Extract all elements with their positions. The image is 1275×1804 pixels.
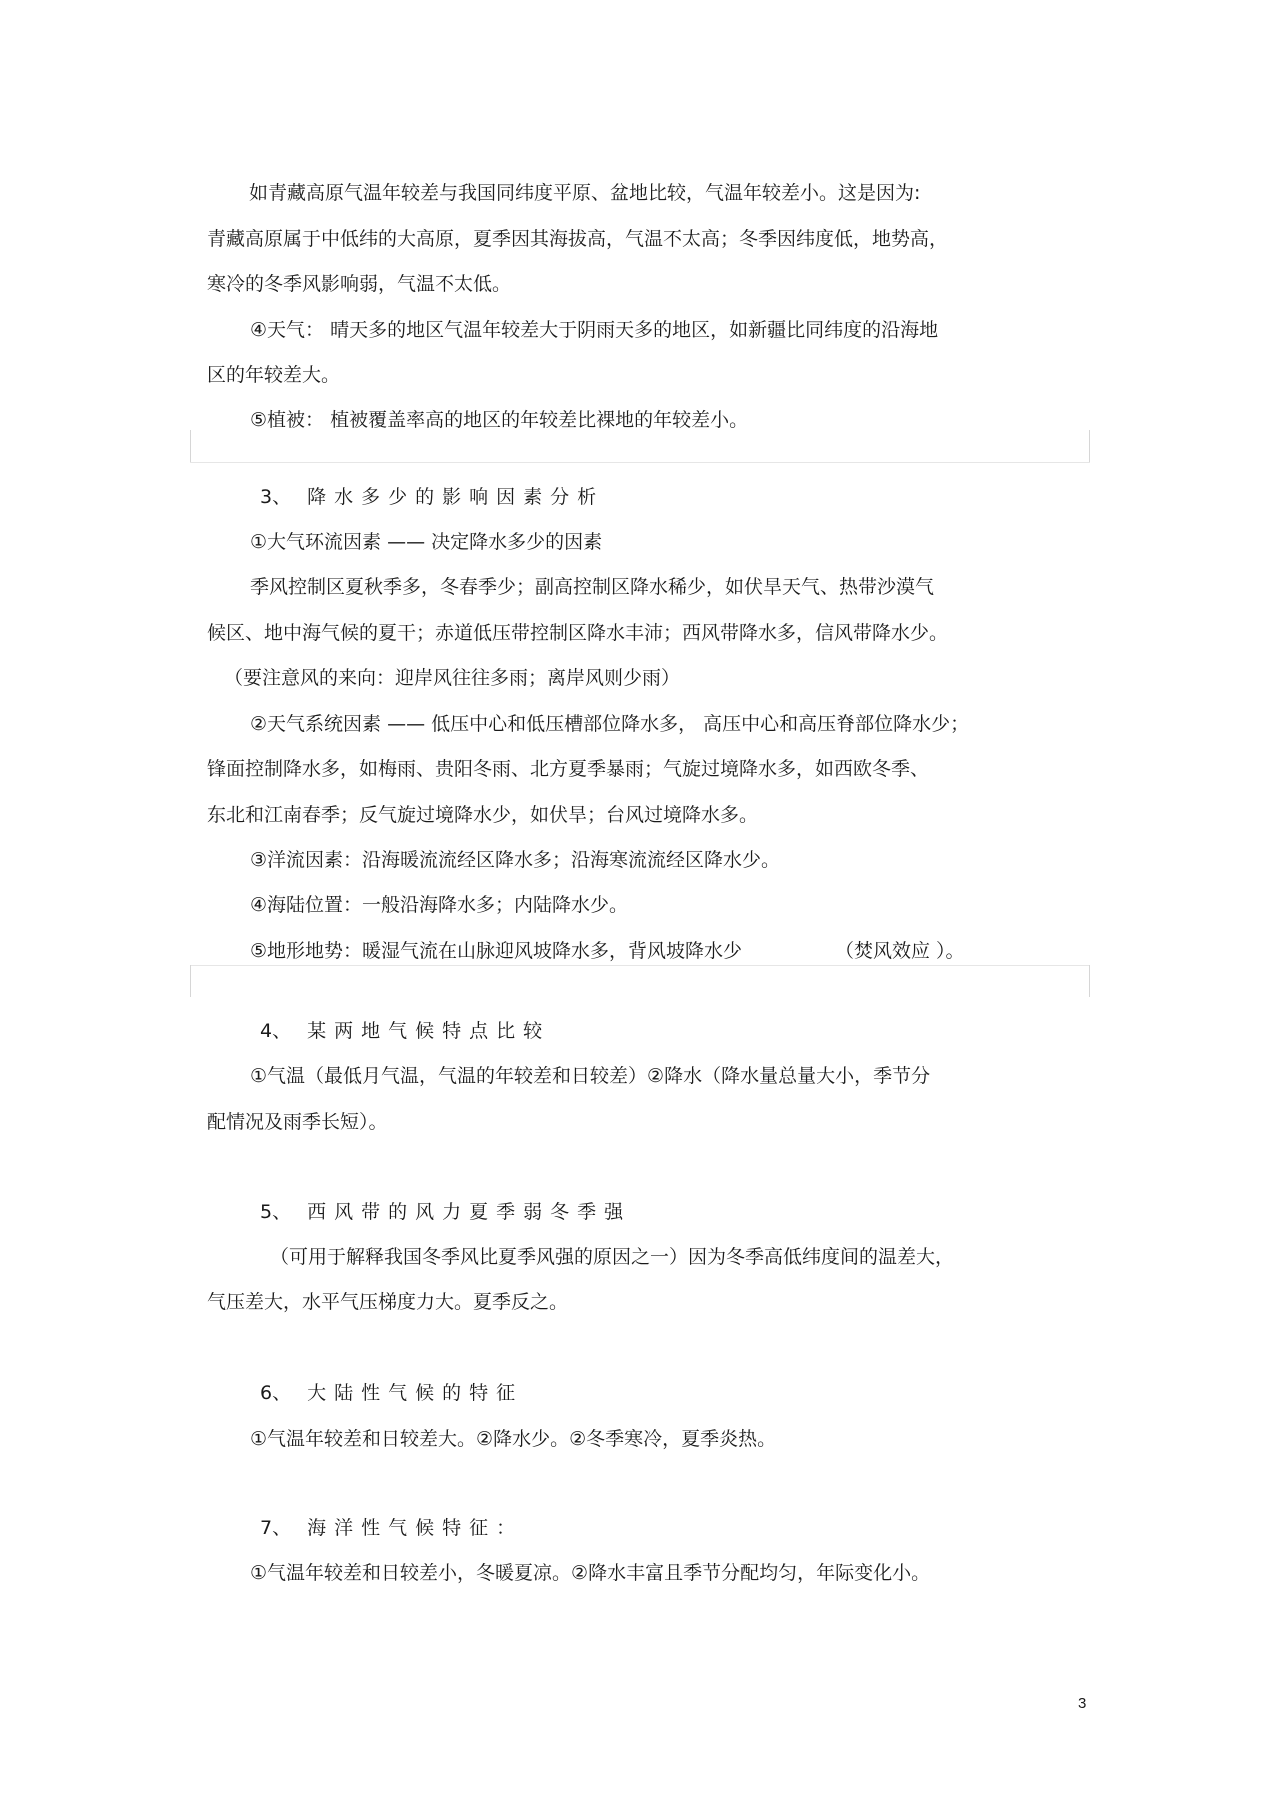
paragraph-line: （要注意风的来向：迎岸风往往多雨；离岸风则少雨） — [224, 667, 681, 689]
section-title: 西风带的风力夏季弱冬季强 — [307, 1201, 632, 1223]
divider-tick-left — [190, 430, 191, 462]
paragraph-line: 气压差大，水平气压梯度力大。夏季反之。 — [207, 1291, 569, 1313]
paragraph-line: 候区、地中海气候的夏干；赤道低压带控制区降水丰沛；西风带降水多，信风带降水少。 — [207, 622, 949, 644]
paragraph-line: ④海陆位置：一般沿海降水多；内陆降水少。 — [250, 894, 629, 916]
paragraph-line: ①气温年较差和日较差大。②降水少。②冬季寒冷，夏季炎热。 — [250, 1428, 777, 1450]
page-number: 3 — [1078, 1695, 1087, 1712]
paragraph-line: ①大气环流因素 —— 决定降水多少的因素 — [250, 531, 603, 553]
paragraph-line: ③洋流因素：沿海暖流流经区降水多；沿海寒流流经区降水少。 — [250, 849, 781, 871]
paragraph-note: （焚风效应 ）。 — [835, 940, 965, 962]
paragraph-line: 区的年较差大。 — [207, 364, 341, 386]
paragraph-line: 如青藏高原气温年较差与我国同纬度平原、盆地比较，气温年较差小。这是因为: — [249, 182, 921, 204]
divider-tick-right — [1089, 965, 1090, 997]
paragraph-line: ⑤地形地势：暖湿气流在山脉迎风坡降水多，背风坡降水少 — [250, 940, 743, 962]
section-number: 6、 — [260, 1382, 292, 1404]
section-title: 海洋性气候特征： — [307, 1517, 524, 1539]
section-number: 4、 — [260, 1020, 292, 1042]
divider-tick-right — [1089, 430, 1090, 462]
section-divider — [190, 462, 1090, 463]
section-title: 降水多少的影响因素分析 — [307, 486, 605, 508]
paragraph-line: ④天气： 晴天多的地区气温年较差大于阴雨天多的地区，如新疆比同纬度的沿海地 — [250, 319, 939, 341]
paragraph-line: 青藏高原属于中低纬的大高原，夏季因其海拔高，气温不太高；冬季因纬度低，地势高， — [207, 228, 949, 250]
section-title: 大陆性气候的特征 — [307, 1382, 524, 1404]
paragraph-line: ①气温（最低月气温，气温的年较差和日较差）②降水（降水量总量大小，季节分 — [250, 1065, 931, 1087]
section-number: 7、 — [260, 1517, 292, 1539]
section-heading — [260, 1381, 523, 1405]
paragraph-line: ②天气系统因素 —— 低压中心和低压槽部位降水多， 高压中心和高压脊部位降水少； — [250, 713, 970, 735]
paragraph-line: 锋面控制降水多，如梅雨、贵阳冬雨、北方夏季暴雨；气旋过境降水多，如西欧冬季、 — [207, 758, 930, 780]
paragraph-line: 东北和江南春季；反气旋过境降水少，如伏旱；台风过境降水多。 — [207, 804, 759, 826]
paragraph-line: 寒冷的冬季风影响弱，气温不太低。 — [207, 273, 512, 295]
section-heading — [260, 1019, 550, 1043]
section-number: 3、 — [260, 486, 292, 508]
section-heading — [260, 1200, 631, 1224]
section-title: 某两地气候特点比较 — [307, 1020, 551, 1042]
section-heading — [260, 485, 604, 509]
section-heading — [260, 1516, 523, 1540]
section-number: 5、 — [260, 1201, 292, 1223]
paragraph-line: ⑤植被： 植被覆盖率高的地区的年较差比裸地的年较差小。 — [250, 409, 749, 431]
divider-tick-left — [190, 965, 191, 997]
paragraph-line: 配情况及雨季长短）。 — [207, 1111, 388, 1133]
section-divider — [190, 965, 1090, 966]
paragraph-line: ①气温年较差和日较差小，冬暖夏凉。②降水丰富且季节分配均匀，年际变化小。 — [250, 1562, 931, 1584]
paragraph-line: 季风控制区夏秋季多，冬春季少；副高控制区降水稀少，如伏旱天气、热带沙漠气 — [250, 576, 935, 598]
paragraph-line: （可用于解释我国冬季风比夏季风强的原因之一）因为冬季高低纬度间的温差大， — [270, 1246, 955, 1268]
